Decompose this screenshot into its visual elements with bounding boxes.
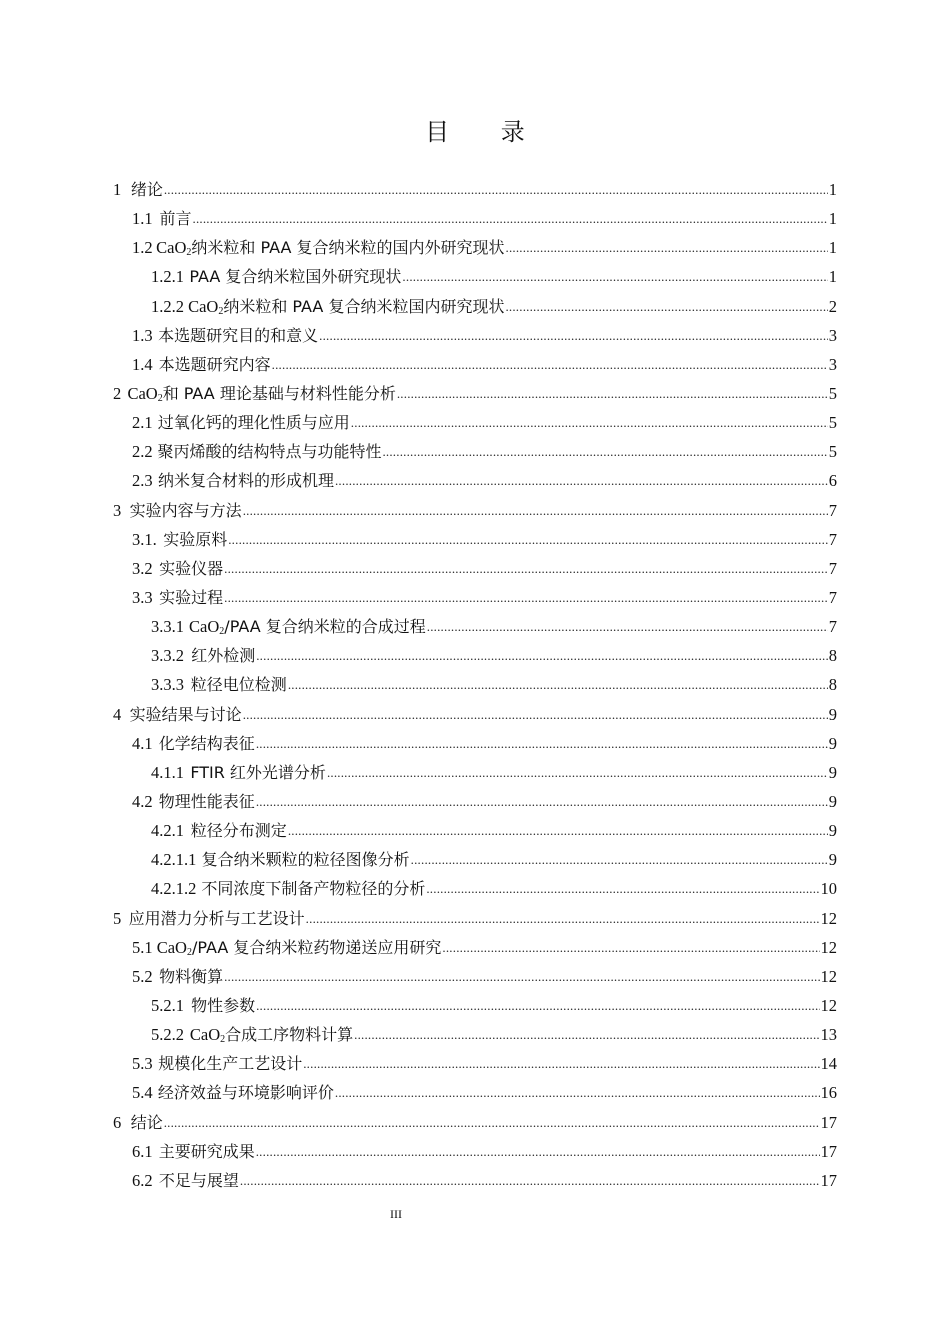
- toc-entry[interactable]: [113, 845, 837, 874]
- dot-leader: [240, 1165, 820, 1195]
- toc-entry-number: 6.1: [132, 1141, 153, 1161]
- dot-leader: [351, 407, 828, 437]
- dot-leader: [411, 844, 828, 874]
- toc-entry[interactable]: [113, 379, 837, 408]
- toc-entry-number: 4.1.1: [151, 762, 184, 782]
- toc-entry-page: 9: [828, 850, 837, 870]
- toc-entry-number: 6.2: [132, 1170, 153, 1190]
- toc-entry-number: 1.2.1: [151, 267, 184, 287]
- toc-entry[interactable]: [113, 933, 837, 962]
- toc-entry-title: 粒径分布测定: [190, 821, 287, 841]
- toc-entry[interactable]: [113, 175, 837, 204]
- toc-entry-title: CaO$_2$合成工序物料计算: [189, 1025, 354, 1046]
- dot-leader: [243, 495, 828, 525]
- toc-entry-number: 1.1: [132, 209, 153, 229]
- toc-entry-page: 7: [828, 529, 837, 549]
- toc-entry[interactable]: [113, 729, 837, 758]
- toc-entry-title: 复合纳米颗粒的粒径图像分析: [201, 850, 410, 870]
- toc-entry-page: 12: [820, 995, 837, 1015]
- toc-entry-page: 12: [820, 937, 837, 957]
- dot-leader: [303, 1048, 819, 1078]
- dot-leader: [243, 699, 828, 729]
- dot-leader: [288, 815, 828, 845]
- toc-entry[interactable]: [113, 612, 837, 641]
- toc-entry-number: 5.2.2: [151, 1025, 184, 1045]
- dot-leader: [272, 349, 828, 379]
- dot-leader: [335, 1077, 820, 1107]
- toc-entry-number: 1.4: [132, 354, 153, 374]
- toc-entry-page: 5: [828, 442, 837, 462]
- toc-entry-page: 1: [828, 209, 837, 229]
- toc-entry-page: 7: [828, 617, 837, 637]
- toc-entry-title: 不足与展望: [158, 1170, 239, 1190]
- toc-entry[interactable]: [113, 1137, 837, 1166]
- toc-entry-title: 物理性能表征: [158, 791, 255, 811]
- toc-entry-number: 4.2.1: [151, 821, 184, 841]
- toc-entry[interactable]: [113, 583, 837, 612]
- toc-entry-number: 4: [113, 704, 122, 724]
- toc-entry-page: 8: [828, 675, 837, 695]
- toc-entry[interactable]: [113, 816, 837, 845]
- toc-entry[interactable]: [113, 787, 837, 816]
- table-of-contents: [113, 175, 837, 1195]
- dot-leader: [256, 786, 828, 816]
- toc-entry-number: 2.3: [132, 471, 153, 491]
- toc-entry-title: 经济效益与环境影响评价: [157, 1083, 334, 1103]
- dot-leader: [164, 1107, 820, 1137]
- toc-entry-number: 1: [113, 180, 122, 199]
- dot-leader: [335, 465, 828, 495]
- toc-entry-page: 12: [820, 908, 837, 928]
- dot-leader: [224, 582, 828, 612]
- toc-entry-number: 4.1: [132, 733, 153, 753]
- toc-entry-number: 3: [113, 500, 122, 520]
- toc-entry[interactable]: [113, 437, 837, 466]
- toc-entry-page: 9: [828, 733, 837, 753]
- toc-entry-number: 3.3.1: [151, 617, 184, 637]
- toc-entry-number: 3.2: [132, 558, 153, 578]
- toc-entry-title: 实验内容与方法: [129, 500, 242, 520]
- toc-entry-title: 聚丙烯酸的结构特点与功能特性: [157, 442, 382, 462]
- toc-entry[interactable]: [113, 408, 837, 437]
- toc-entry-title: 红外检测: [191, 646, 256, 666]
- toc-entry-page: 13: [820, 1025, 837, 1045]
- toc-entry-page: 12: [820, 966, 837, 986]
- toc-entry-number: 5.1: [132, 937, 153, 957]
- toc-entry-number: 5.4: [132, 1083, 153, 1103]
- toc-entry-number: 5.2: [132, 966, 153, 986]
- toc-entry-number: 3.3: [132, 587, 153, 607]
- toc-entry-title: 不同浓度下制备产物粒径的分析: [201, 879, 426, 899]
- toc-entry[interactable]: [113, 1108, 837, 1137]
- toc-entry[interactable]: [113, 350, 837, 379]
- dot-leader: [327, 757, 828, 787]
- dot-leader: [193, 203, 828, 233]
- dot-leader: [397, 378, 828, 408]
- toc-entry-title: 应用潜力分析与工艺设计: [128, 908, 305, 928]
- toc-entry-page: 17: [820, 1170, 837, 1190]
- toc-entry-title: FTIR 红外光谱分析: [190, 762, 326, 782]
- toc-entry-title: 本选题研究目的和意义: [158, 325, 319, 345]
- toc-entry-page: 1: [828, 180, 837, 199]
- toc-entry[interactable]: [113, 1166, 837, 1195]
- toc-entry-title: PAA 复合纳米粒国外研究现状: [189, 267, 402, 287]
- toc-entry-title: 主要研究成果: [158, 1141, 255, 1161]
- dot-leader: [426, 873, 819, 903]
- toc-entry[interactable]: [113, 1020, 837, 1049]
- toc-entry-page: 2: [828, 296, 837, 316]
- toc-entry-title: 化学结构表征: [158, 733, 255, 753]
- toc-entry-number: 5: [113, 908, 122, 928]
- toc-entry-number: 2.1: [132, 413, 153, 433]
- toc-entry-number: 4.2.1.2: [151, 879, 197, 899]
- toc-entry[interactable]: [113, 962, 837, 991]
- toc-entry-title: CaO$_2$纳米粒和 PAA 复合纳米粒的国内外研究现状: [156, 238, 505, 259]
- toc-entry[interactable]: [113, 292, 837, 321]
- dot-leader: [442, 932, 819, 962]
- toc-entry-page: 9: [828, 704, 837, 724]
- toc-entry-page: 9: [828, 821, 837, 841]
- toc-entry-number: 1.2.2: [151, 296, 184, 316]
- toc-entry[interactable]: [113, 1049, 837, 1078]
- toc-entry-title: 绪论: [130, 180, 163, 199]
- toc-entry-title: 过氧化钙的理化性质与应用: [157, 413, 350, 433]
- toc-entry-title: 纳米复合材料的形成机理: [157, 471, 334, 491]
- toc-entry-page: 1: [828, 267, 837, 287]
- toc-entry-page: 10: [820, 879, 837, 899]
- toc-entry[interactable]: [113, 700, 837, 729]
- dot-leader: [402, 261, 827, 291]
- toc-entry[interactable]: [113, 204, 837, 233]
- dot-leader: [256, 1136, 820, 1166]
- dot-leader: [164, 174, 828, 204]
- dot-leader: [306, 903, 820, 933]
- toc-entry[interactable]: [113, 641, 837, 670]
- dot-leader: [256, 990, 819, 1020]
- toc-entry[interactable]: [113, 321, 837, 350]
- toc-entry-number: 5.2.1: [151, 995, 184, 1015]
- dot-leader: [224, 553, 828, 583]
- dot-leader: [354, 1019, 819, 1049]
- toc-entry-number: 1.3: [132, 325, 153, 345]
- toc-entry-title: 结论: [130, 1112, 163, 1132]
- toc-entry[interactable]: [113, 991, 837, 1020]
- dot-leader: [506, 232, 828, 262]
- dot-leader: [427, 611, 828, 641]
- toc-entry-page: 17: [820, 1112, 837, 1132]
- dot-leader: [288, 669, 828, 699]
- toc-entry[interactable]: [113, 758, 837, 787]
- toc-entry-number: 2.2: [132, 442, 153, 462]
- toc-entry-page: 5: [828, 413, 837, 433]
- toc-entry-title: 规模化生产工艺设计: [158, 1054, 303, 1074]
- toc-entry-number: 6: [113, 1112, 122, 1132]
- dot-leader: [319, 320, 828, 350]
- toc-entry-title: 实验原料: [163, 529, 228, 549]
- dot-leader: [224, 961, 819, 991]
- toc-entry[interactable]: [113, 554, 837, 583]
- toc-entry-page: 6: [828, 471, 837, 491]
- toc-entry-title: 前言: [159, 209, 192, 229]
- dot-leader: [256, 640, 828, 670]
- toc-entry-title: CaO$_2$和 PAA 理论基础与材料性能分析: [127, 383, 396, 404]
- toc-entry-page: 3: [828, 325, 837, 345]
- toc-entry-title: 实验过程: [159, 587, 224, 607]
- toc-entry-title: 本选题研究内容: [158, 354, 271, 374]
- toc-entry-number: 5.3: [132, 1054, 153, 1074]
- toc-entry-title: CaO$_2$/PAA 复合纳米粒的合成过程: [189, 617, 426, 638]
- toc-entry[interactable]: [113, 496, 837, 525]
- toc-entry-page: 7: [828, 587, 837, 607]
- toc-entry-page: 9: [828, 791, 837, 811]
- page-title: 目 录: [425, 118, 547, 146]
- toc-entry-page: 7: [828, 558, 837, 578]
- toc-entry-page: 16: [820, 1083, 837, 1103]
- toc-entry-page: 7: [828, 500, 837, 520]
- toc-entry-number: 2: [113, 383, 122, 403]
- toc-entry-number: 4.2.1.1: [151, 850, 197, 870]
- toc-entry-title: 实验结果与讨论: [129, 704, 242, 724]
- toc-entry-number: 3.3.2: [151, 646, 184, 666]
- dot-leader: [256, 728, 828, 758]
- toc-entry-title: CaO$_2$/PAA 复合纳米粒药物递送应用研究: [156, 937, 442, 958]
- toc-entry[interactable]: [113, 233, 837, 262]
- toc-entry-number: 3.1.: [132, 529, 157, 549]
- toc-entry-number: 1.2: [132, 238, 153, 258]
- toc-entry[interactable]: [113, 904, 837, 933]
- toc-entry-page: 1: [828, 238, 837, 258]
- toc-entry-title: 粒径电位检测: [190, 675, 287, 695]
- dot-leader: [228, 524, 828, 554]
- toc-entry-number: 3.3.3: [151, 675, 184, 695]
- toc-entry[interactable]: [113, 874, 837, 903]
- toc-entry[interactable]: [113, 525, 837, 554]
- toc-entry-page: 14: [820, 1054, 837, 1074]
- toc-entry-title: 实验仪器: [159, 558, 224, 578]
- toc-entry[interactable]: [113, 670, 837, 699]
- toc-entry-page: 5: [828, 383, 837, 403]
- toc-entry-page: 3: [828, 354, 837, 374]
- toc-entry-title: CaO$_2$纳米粒和 PAA 复合纳米粒国内研究现状: [188, 296, 505, 317]
- toc-entry[interactable]: [113, 262, 837, 291]
- toc-entry-number: 4.2: [132, 791, 153, 811]
- toc-entry[interactable]: [113, 466, 837, 495]
- toc-entry-page: 8: [828, 646, 837, 666]
- page-number-footer: III: [390, 1207, 402, 1221]
- toc-entry-title: 物性参数: [191, 995, 256, 1015]
- dot-leader: [382, 436, 827, 466]
- toc-entry-page: 9: [828, 762, 837, 782]
- dot-leader: [505, 291, 827, 321]
- toc-entry[interactable]: [113, 1078, 837, 1107]
- toc-entry-title: 物料衡算: [159, 966, 224, 986]
- toc-entry-page: 17: [820, 1141, 837, 1161]
